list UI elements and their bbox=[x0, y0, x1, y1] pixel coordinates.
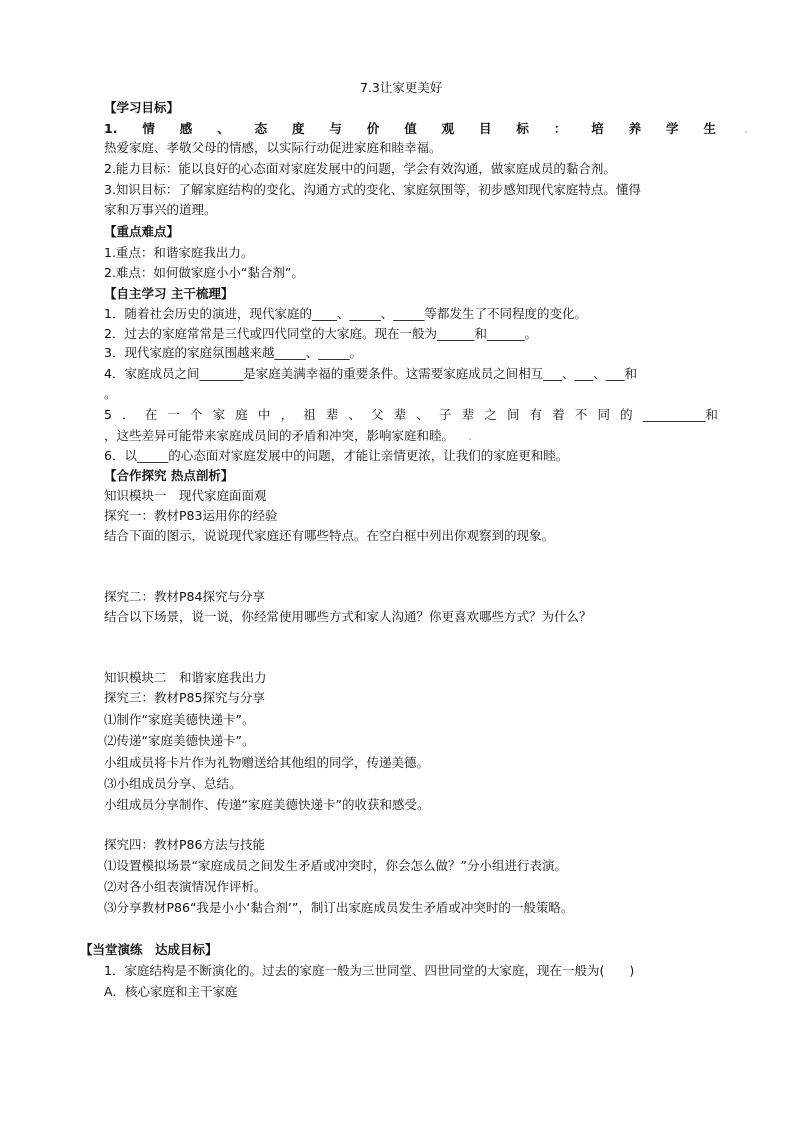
question-6: 6．以_____的心态面对家庭发展中的问题，才能让亲情更浓，让我们的家庭更和睦。 bbox=[104, 448, 569, 463]
goal3-text: 3.知识目标：了解家庭结构的变化、沟通方式的变化、家庭氛围等，初步感知现代家庭特点。懂得 bbox=[104, 182, 641, 197]
goal1-char: 养 bbox=[628, 121, 642, 136]
goal1-char: 态 bbox=[254, 121, 268, 136]
question-5-char: 5 bbox=[104, 407, 112, 422]
explore-3-step-3-desc: 小组成员分享制作、传递“家庭美德快递卡”的收获和感受。 bbox=[104, 797, 430, 812]
key-point-1: 1.重点：和谐家庭我出力。 bbox=[104, 245, 254, 260]
question-5-char: 一 bbox=[167, 407, 180, 422]
explore-3-step-1: ⑴制作“家庭美德快递卡”。 bbox=[104, 712, 255, 727]
goal1-char: 度 bbox=[291, 121, 305, 136]
question-5-char: __________和 bbox=[642, 407, 718, 422]
question-5-char: 、 bbox=[348, 407, 361, 422]
explore-4-title: 探究四：教材P86方法与技能 bbox=[104, 837, 265, 852]
question-5-char: 着 bbox=[552, 407, 565, 422]
goal1-continued: 热爱家庭、孝敬父母的情感，以实际行动促进家庭和睦幸福。 bbox=[104, 140, 442, 155]
page-title: 7.3让家更美好 bbox=[360, 80, 443, 95]
question-5-char: 在 bbox=[144, 407, 158, 422]
section-cooperation: 【合作探究 热点剖析】 bbox=[104, 468, 234, 483]
explore-3-step-2: ⑵传递“家庭美德快递卡”。 bbox=[104, 733, 255, 748]
goal1-char: 生 bbox=[703, 121, 716, 136]
goal3-continued: 家和万事兴的道理。 bbox=[104, 202, 217, 217]
practice-option-a: A．核心家庭和主干家庭 bbox=[104, 984, 238, 999]
explore-2-title: 探究二：教材P84探究与分享 bbox=[104, 589, 265, 604]
question-5-char: 祖 bbox=[303, 407, 316, 422]
question-5-char: 同 bbox=[597, 407, 611, 422]
goal1-char: 标 bbox=[516, 121, 529, 136]
question-5-char: 中 bbox=[257, 407, 271, 422]
explore-3-step-2-desc: 小组成员将卡片作为礼物赠送给其他组的同学，传递美德。 bbox=[104, 755, 430, 770]
goal2-text: 2.能力目标：能以良好的心态面对家庭发展中的问题，学会有效沟通，做家庭成员的黏合剂。 bbox=[104, 161, 616, 176]
explore-4-step-2: ⑵对各小组表演情况作评析。 bbox=[104, 879, 267, 894]
explore-4-step-1: ⑴设置模拟场景“家庭成员之间发生矛盾或冲突时，你会怎么做？”分小组进行表演。 bbox=[104, 858, 567, 873]
module-1-title: 知识模块一 现代家庭面面观 bbox=[104, 488, 267, 503]
question-5-char: 有 bbox=[529, 407, 543, 422]
goal1-char: 学 bbox=[666, 121, 679, 136]
stray-dot: . bbox=[744, 121, 748, 136]
question-3: 3．现代家庭的家庭氛围越来越_____、_____。 bbox=[104, 345, 362, 360]
section-self-study: 【自主学习 主干梳理】 bbox=[104, 286, 234, 301]
question-5-char: 父 bbox=[371, 407, 384, 422]
goal1-char: 、 bbox=[217, 121, 230, 136]
key-point-2: 2.难点：如何做家庭小小“黏合剂”。 bbox=[104, 265, 304, 280]
stray-dot: . bbox=[468, 428, 472, 443]
question-5-char: ． bbox=[122, 407, 135, 422]
goal1-char: 情 bbox=[142, 121, 155, 136]
explore-4-step-3: ⑶分享教材P86“我是小小‘黏合剂’”，制订出家庭成员发生矛盾或冲突时的一般策略。 bbox=[104, 900, 574, 915]
goal1-char: 目 bbox=[479, 121, 492, 136]
goal1-char: ： bbox=[553, 121, 567, 136]
question-5-char: 间 bbox=[506, 407, 520, 422]
module-2-title: 知识模块二 和谐家庭我出力 bbox=[104, 670, 267, 685]
question-5-char: 不 bbox=[574, 407, 588, 422]
section-learning-goals: 【学习目标】 bbox=[104, 100, 180, 115]
explore-1-title: 探究一：教材P83运用你的经验 bbox=[104, 508, 278, 523]
practice-question-1: 1．家庭结构是不断演化的。过去的家庭一般为三世同堂、四世同堂的大家庭，现在一般为( ) bbox=[104, 963, 635, 978]
question-5-char: 辈 bbox=[461, 407, 475, 422]
question-5-char: 个 bbox=[190, 407, 203, 422]
goal1-char: 培 bbox=[591, 121, 604, 136]
question-2: 2．过去的家庭常常是三代或四代同堂的大家庭。现在一般为______和______。 bbox=[104, 326, 537, 341]
question-5-char: 、 bbox=[416, 407, 429, 422]
question-5-char: 辈 bbox=[325, 407, 339, 422]
question-5-char: ， bbox=[280, 407, 294, 422]
goal1-char: 与 bbox=[329, 121, 342, 136]
question-4-tail: 。 bbox=[104, 386, 117, 401]
question-5-justified-line bbox=[104, 407, 718, 423]
explore-3-title: 探究三：教材P85探究与分享 bbox=[104, 690, 265, 705]
goal1-char: 价 bbox=[366, 121, 380, 136]
goal1-char: 1. bbox=[104, 121, 118, 136]
goal1-justified-line bbox=[104, 121, 716, 137]
question-5-char: 子 bbox=[439, 407, 452, 422]
question-5-char: 辈 bbox=[393, 407, 407, 422]
question-4: 4．家庭成员之间_______是家庭美满幸福的重要条件。这需要家庭成员之间相互___、___、___和 bbox=[104, 366, 637, 381]
question-5-char: 家 bbox=[212, 407, 226, 422]
question-5-char: 之 bbox=[484, 407, 497, 422]
goal1-char: 观 bbox=[441, 121, 455, 136]
goal1-char: 值 bbox=[404, 121, 417, 136]
section-key-points: 【重点难点】 bbox=[104, 224, 180, 239]
question-1: 1．随着社会历史的演进，现代家庭的____、_____、_____等都发生了不同程度的变化。 bbox=[104, 306, 587, 321]
goal1-char: 感 bbox=[179, 121, 193, 136]
explore-1-desc: 结合下面的图示，说说现代家庭还有哪些特点。在空白框中列出你观察到的现象。 bbox=[104, 528, 555, 543]
section-practice: 【当堂演练 达成目标】 bbox=[80, 942, 218, 957]
question-5-char: 庭 bbox=[235, 407, 248, 422]
explore-3-step-3: ⑶小组成员分享、总结。 bbox=[104, 776, 242, 791]
question-5-char: 的 bbox=[620, 407, 633, 422]
explore-2-desc: 结合以下场景，说一说，你经常使用哪些方式和家人沟通？你更喜欢哪些方式？为什么？ bbox=[104, 609, 592, 624]
question-5-tail: ，这些差异可能带来家庭成员间的矛盾和冲突，影响家庭和睦。 bbox=[104, 428, 455, 443]
